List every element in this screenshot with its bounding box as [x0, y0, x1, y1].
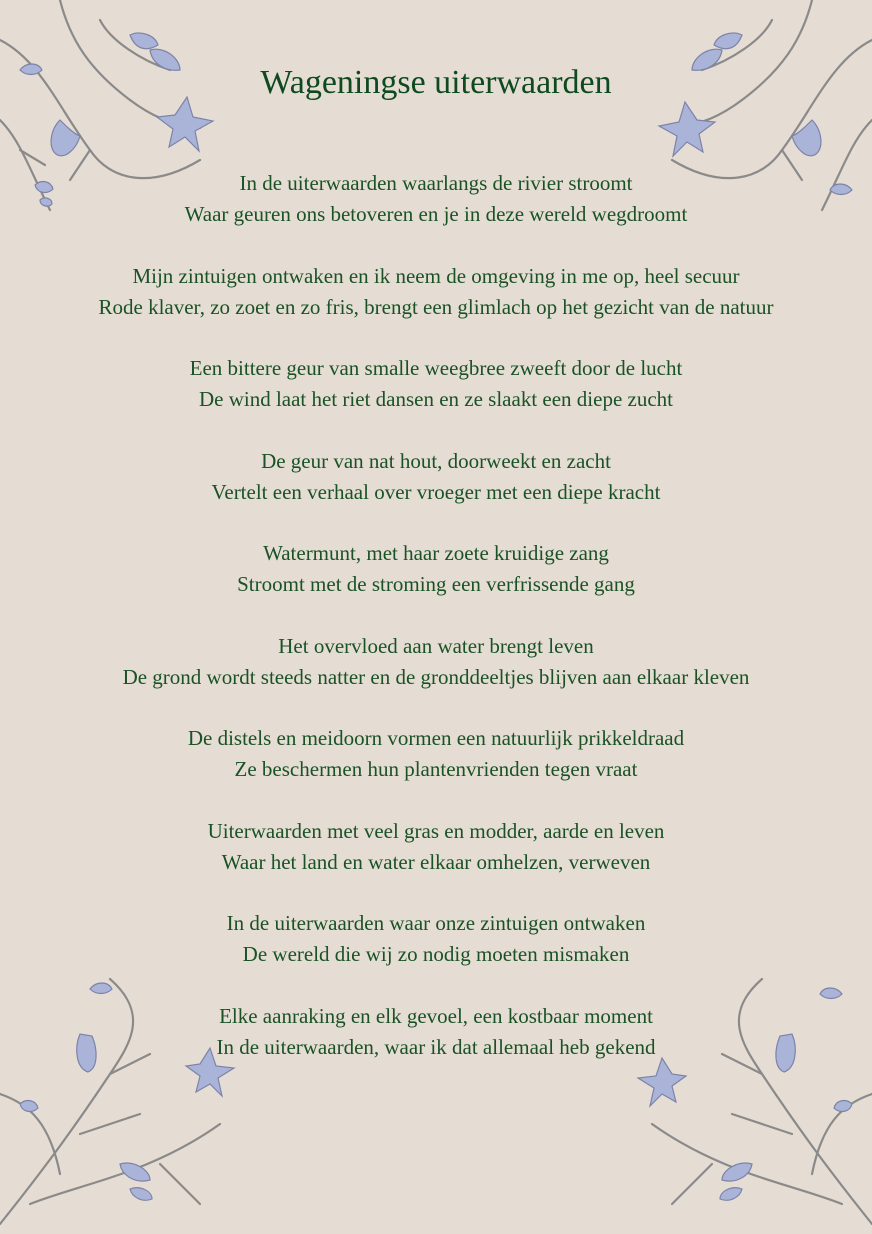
poem-line: Rode klaver, zo zoet en zo fris, brengt een glimlach op het gezicht van de natuur	[98, 294, 774, 319]
poem-line: Stroomt met de stroming een verfrissende gang	[237, 572, 635, 596]
stanza	[20, 353, 852, 415]
poem-line: Een bittere geur van smalle weegbree zweeft door de lucht	[189, 356, 683, 380]
poem-line: De geur van nat hout, doorweekt en zacht	[261, 448, 611, 473]
stanza	[20, 631, 852, 693]
poem-line: Uiterwaarden met veel gras en modder, aarde en leven	[207, 818, 665, 843]
poem-line: Het overvloed aan water brengt leven	[278, 633, 594, 658]
stanza	[20, 1001, 852, 1063]
poem-line: Elke aanraking en elk gevoel, een kostbaar moment	[219, 1003, 653, 1028]
poem-line: Vertelt een verhaal over vroeger met een diepe kracht	[211, 479, 661, 504]
poem-body	[20, 168, 852, 1093]
poem-line: Mijn zintuigen ontwaken en ik neem de omgeving in me op, heel secuur	[132, 263, 740, 288]
poem-line: De distels en meidoorn vormen een natuurlijk prikkeldraad	[187, 726, 685, 750]
stanza	[20, 446, 852, 508]
poem-line: In de uiterwaarden, waar ik dat allemaal heb gekend	[216, 1034, 656, 1059]
poem-line: De wind laat het riet dansen en ze slaakt een diepe zucht	[198, 387, 674, 411]
stanza	[20, 538, 852, 600]
poem-line: Waar geuren ons betoveren en je in deze wereld wegdroomt	[184, 202, 688, 226]
poem-line: In de uiterwaarden waar onze zintuigen ontwaken	[226, 911, 646, 935]
poem-title: Wageningse uiterwaarden	[260, 64, 612, 101]
stanza	[20, 816, 852, 878]
poem-line: In de uiterwaarden waarlangs de rivier stroomt	[239, 171, 633, 195]
poem-line: Watermunt, met haar zoete kruidige zang	[263, 541, 609, 565]
stanza	[20, 168, 852, 230]
stanza	[20, 908, 852, 970]
poem-line: Ze beschermen hun plantenvrienden tegen vraat	[234, 757, 638, 781]
stanza	[20, 723, 852, 785]
poem-line: De grond wordt steeds natter en de gronddeeltjes blijven aan elkaar kleven	[122, 664, 750, 689]
stanza	[20, 261, 852, 323]
poem-line: De wereld die wij zo nodig moeten mismaken	[242, 942, 630, 966]
poem-line: Waar het land en water elkaar omhelzen, verweven	[221, 849, 651, 874]
